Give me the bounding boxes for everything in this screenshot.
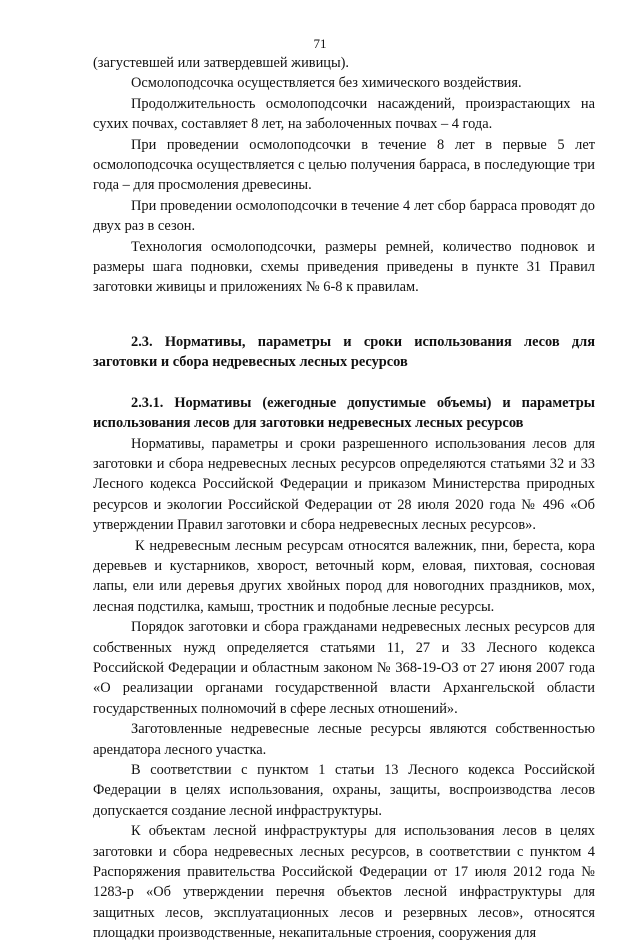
paragraph: При проведении осмолоподсочки в течение 8 лет в первые 5 лет осмолоподсочка осуществляется с целью получения барраса, в последующие три года – для просмоления древесины.: [93, 136, 595, 194]
paragraph: К недревесным лесным ресурсам относятся валежник, пни, береста, кора деревьев и кустарников, хворост, веточный корм, еловая, пихтовая, сосновая лапы, ели или деревья других хвойных пород для новогодних праздников, мох, лесная подстилка, камыш, тростник и подобные лесные ресурсы.: [93, 537, 595, 615]
section-gap: [93, 373, 595, 393]
paragraph: В соответствии с пунктом 1 статьи 13 Лесного кодекса Российской Федерации в целях использования, охраны, защиты, воспроизводства лесов допускается создание лесной инфраструктуры.: [93, 762, 595, 819]
paragraph: Технология осмолоподсочки, размеры ремней, количество подновок и размеры шага подновки, схемы приведения приведены в пункте 31 Правил заготовки живицы и приложениях № 6-8 к правилам.: [93, 238, 595, 296]
paragraph: При проведении осмолоподсочки в течение 4 лет сбор барраса проводят до двух раз в сезон.: [93, 197, 595, 235]
paragraph: К объектам лесной инфраструктуры для использования лесов в целях заготовки и сбора недревесных лесных ресурсов, в соответствии с пунктом 4 Распоряжения правительства Российской Федерации от 17 июля 2012 года № 1283-р «Об утверждении перечня объектов лесной инфраструктуры для защитных лесов, эксплуатационных лесов и резервных лесов», относятся площадки производственные, некапитальные строения, сооружения для: [93, 823, 595, 942]
page-number: 71: [313, 36, 327, 51]
section-gap: [93, 298, 595, 332]
subsection-heading: 2.3.1. Нормативы (ежегодные допустимые объемы) и параметры использования лесов для заготовки недревесных лесных ресурсов: [93, 394, 595, 432]
paragraph-continuation: (загустевшей или затвердевшей живицы).: [93, 55, 350, 71]
document-body: [93, 53, 595, 944]
section-heading: 2.3. Нормативы, параметры и сроки использования лесов для заготовки и сбора недревесных лесных ресурсов: [93, 333, 595, 371]
paragraph: Порядок заготовки и сбора гражданами недревесных лесных ресурсов для собственных нужд определяется статьями 11, 27 и 33 Лесного кодекса Российской Федерации и областным законом № 368-19-ОЗ от 27 июня 2007 года «О реализации органами государственной власти Архангельской области государственных полномочий в сфере лесных отношений».: [93, 619, 595, 717]
paragraph: Заготовленные недревесные лесные ресурсы являются собственностью арендатора лесного участка.: [93, 721, 595, 758]
paragraph: Осмолоподсочка осуществляется без химического воздействия.: [131, 75, 522, 92]
paragraph: Нормативы, параметры и сроки разрешенного использования лесов для заготовки и сбора недревесных лесных ресурсов определяются статьями 32 и 33 Лесного кодекса Российской Федерации и приказом Министерства природных ресурсов и экологии Российской Федерации от 28 июля 2020 года № 496 «Об утверждении Правил заготовки и сбора недревесных лесных ресурсов».: [93, 435, 595, 534]
paragraph: Продолжительность осмолоподсочки насаждений, произрастающих на сухих почвах, составляет 8 лет, на заболоченных почвах – 4 года.: [93, 95, 595, 133]
